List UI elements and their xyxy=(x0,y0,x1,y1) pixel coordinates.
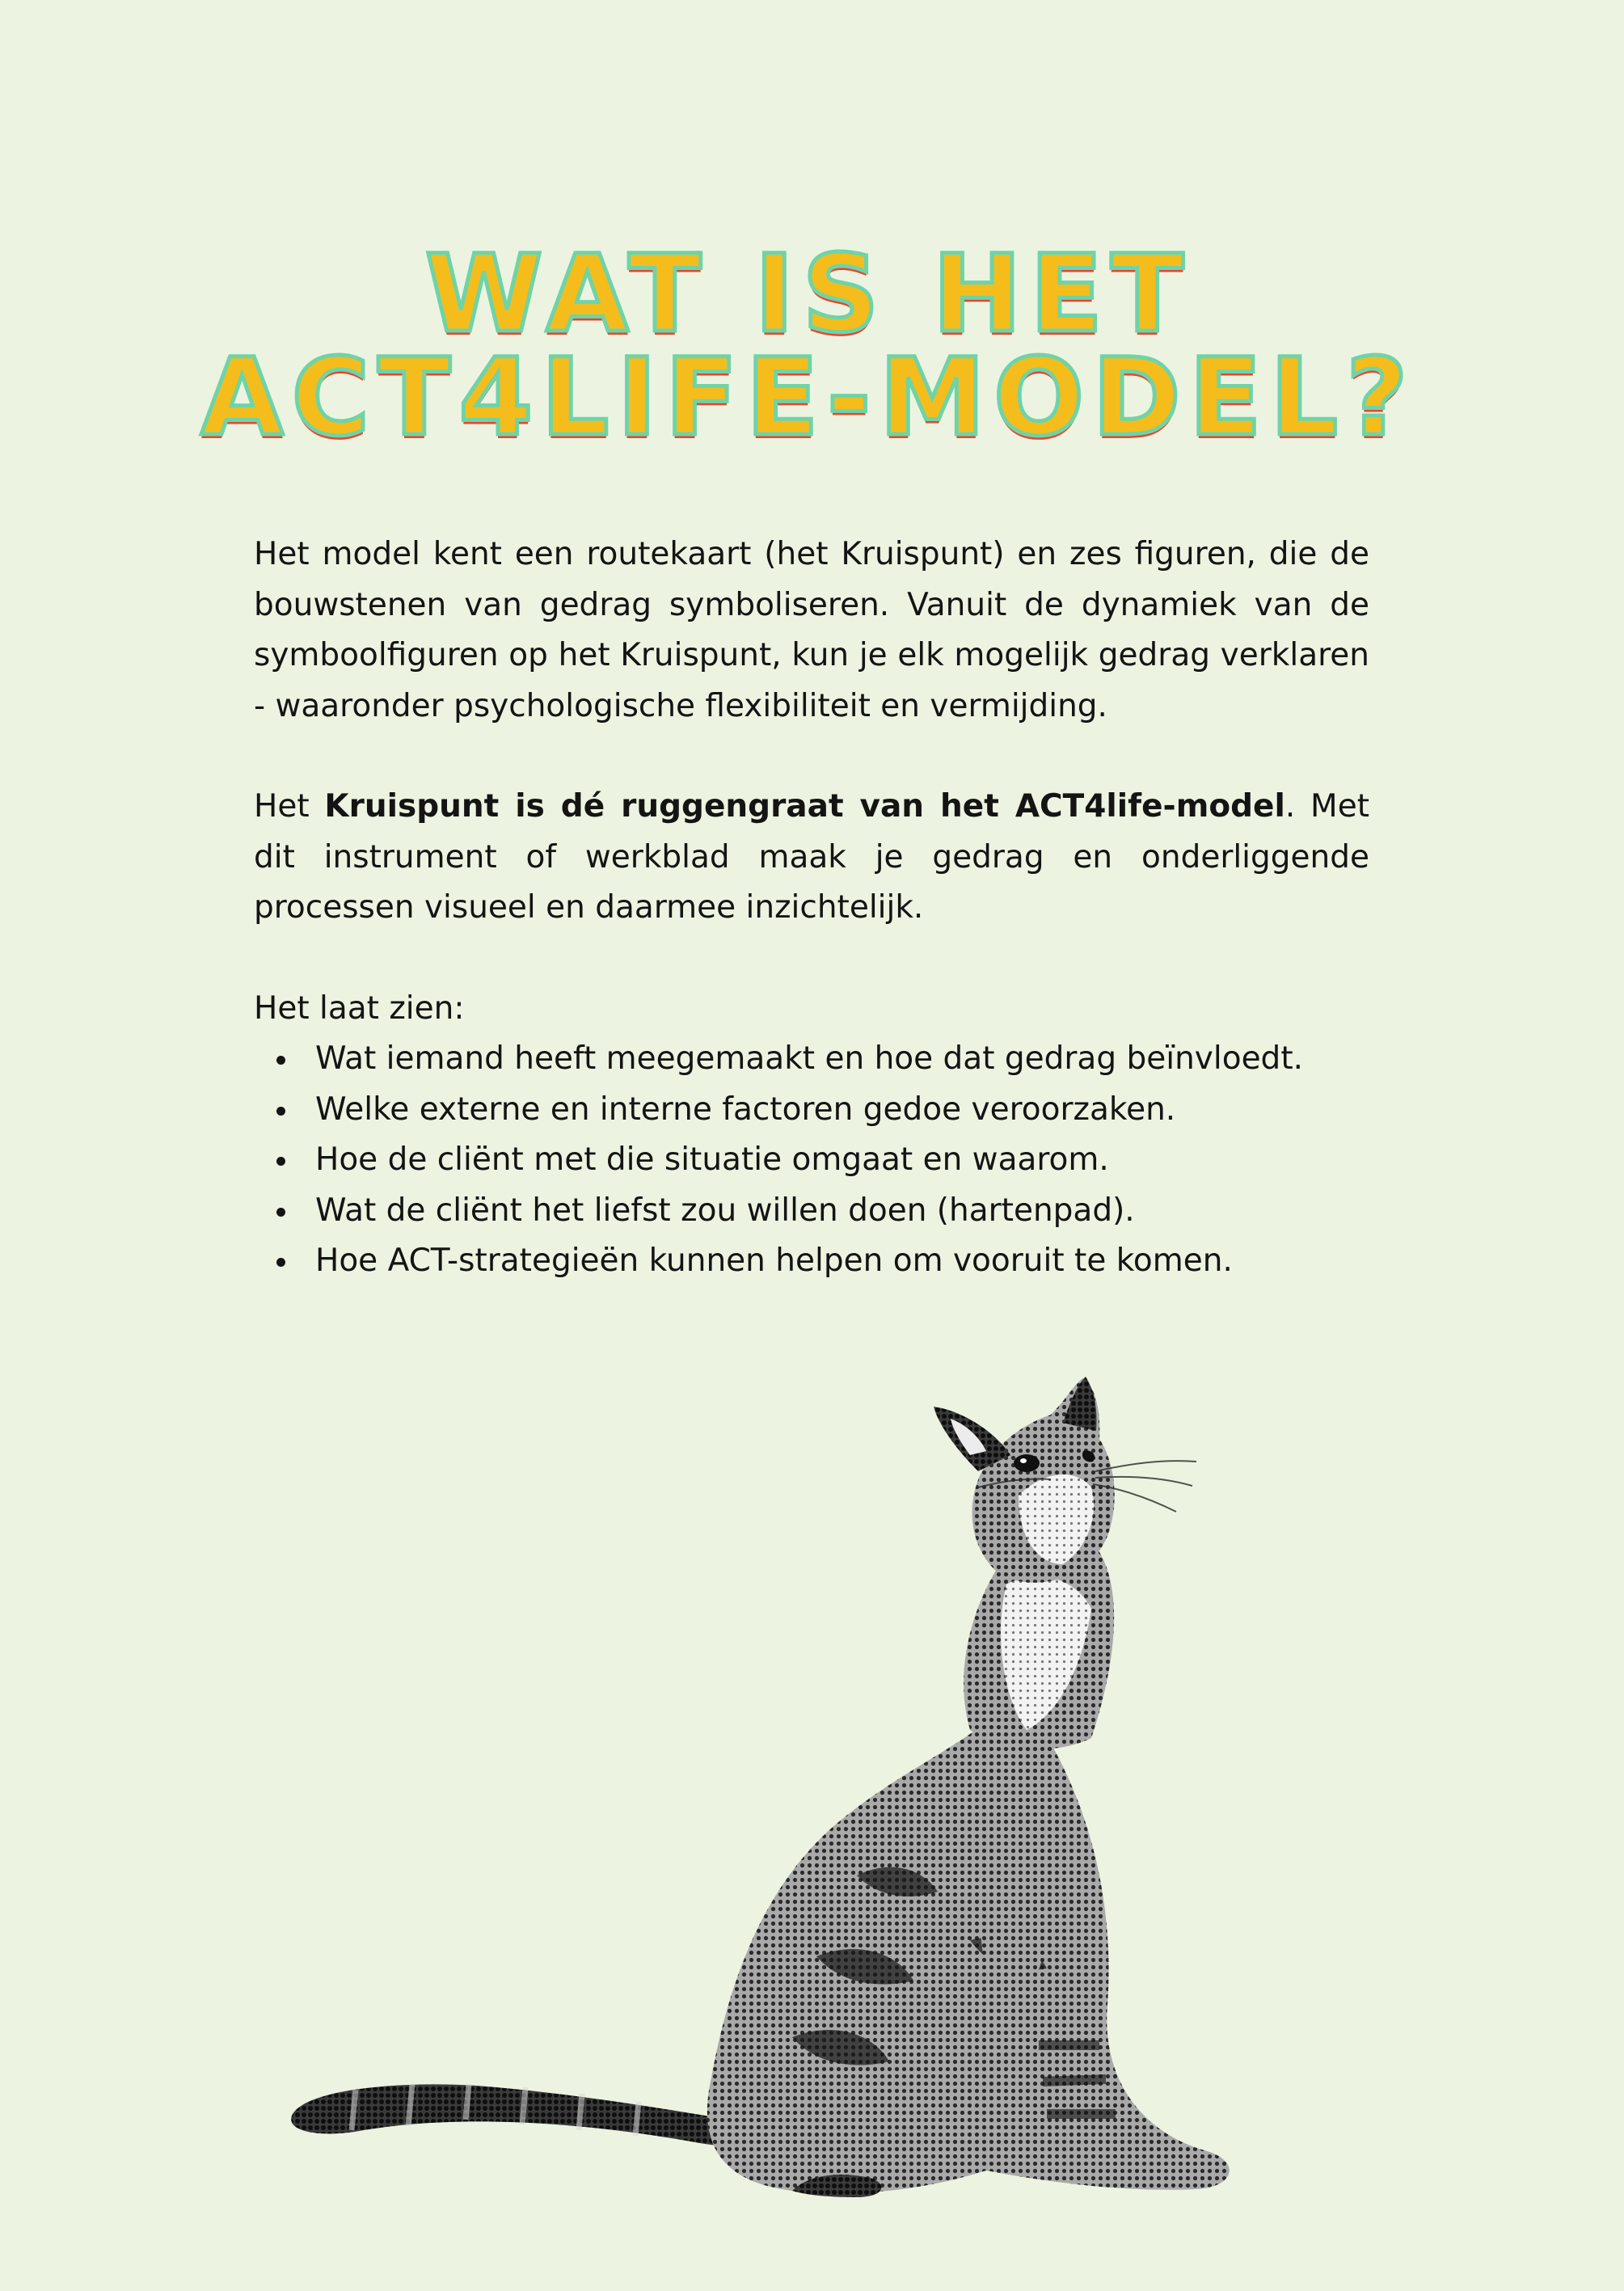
cat-eye xyxy=(1014,1454,1040,1472)
kruispunt-lead: Het xyxy=(254,788,325,825)
kruispunt-rest: . Met dit instrument of werkblad maak je gedrag en onderliggende processen visueel en daarmee inzichtelijk. xyxy=(254,788,1369,926)
kruispunt-emphasis: Kruispunt is dé ruggengraat van het ACT4life-model xyxy=(324,788,1285,825)
body-content xyxy=(254,530,1369,1287)
list-intro: Het laat zien: xyxy=(254,989,465,1027)
list-item: Welke externe en interne factoren gedoe veroorzaken. xyxy=(254,1085,1369,1136)
title-line-1: WAT IS HET xyxy=(424,232,1192,357)
list-item: Wat iemand heeft meegemaakt en hoe dat gedrag beïnvloedt. xyxy=(254,1034,1369,1085)
intro-paragraph: Het model kent een routekaart (het Kruispunt) en zes figuren, die de bouwstenen van gedrag symboliseren. Vanuit de dynamiek van de symboolfiguren op het Kruispunt, kun je elk mogelijk gedrag verklaren - waaronder psychologische flexibiliteit en vermijding. xyxy=(254,536,1369,724)
cat-body xyxy=(707,1716,1230,2193)
list-item: Wat de cliënt het liefst zou willen doen (hartenpad). xyxy=(254,1186,1369,1237)
title-line-2: ACT4LIFE-MODEL? xyxy=(200,335,1416,460)
list-item: Hoe ACT-strategieën kunnen helpen om vooruit te komen. xyxy=(254,1236,1369,1287)
cat-looking-up-icon xyxy=(275,1374,1350,2199)
bullet-list xyxy=(254,1034,1369,1287)
list-item: Hoe de cliënt met die situatie omgaat en waarom. xyxy=(254,1135,1369,1186)
kruispunt-paragraph xyxy=(254,782,1369,934)
page-title xyxy=(162,232,1455,460)
